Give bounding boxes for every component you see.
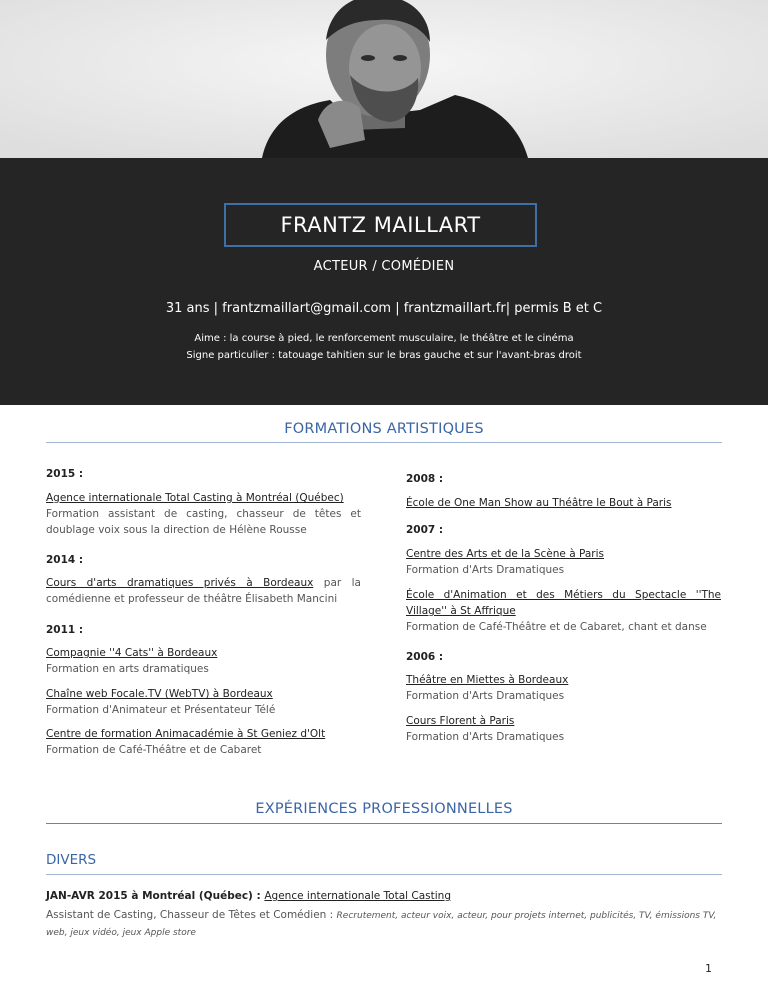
page-number: 1 bbox=[705, 962, 712, 975]
role-subtitle: ACTEUR / COMÉDIEN bbox=[313, 259, 455, 274]
experience-role: Assistant de Casting, Chasseur de Têtes et Comédien : bbox=[46, 909, 337, 921]
divers-divider bbox=[46, 874, 722, 875]
person-name: FRANTZ MAILLART bbox=[280, 213, 481, 237]
formations-section-title: FORMATIONS ARTISTIQUES bbox=[284, 421, 484, 437]
formation-entry bbox=[406, 672, 721, 704]
institution-link[interactable]: Centre de formation Animacadémie à St Geniez d'Olt bbox=[46, 728, 326, 740]
divers-subsection-title: DIVERS bbox=[46, 852, 97, 868]
experience-heading bbox=[46, 890, 722, 902]
year-2007: 2007 : bbox=[406, 524, 444, 536]
portrait-illustration bbox=[0, 0, 768, 158]
institution-link[interactable]: Chaîne web Focale.TV (WebTV) à Bordeaux bbox=[46, 688, 273, 700]
contact-line: 31 ans | frantzmaillart@gmail.com | frantzmaillart.fr| permis B et C bbox=[165, 301, 603, 316]
institution-link[interactable]: Centre des Arts et de la Scène à Paris bbox=[406, 548, 604, 560]
year-2011: 2011 : bbox=[46, 624, 84, 636]
institution-link[interactable]: École de One Man Show au Théâtre le Bout à Paris bbox=[406, 497, 672, 509]
year-2008: 2008 : bbox=[406, 473, 444, 485]
distinctive-marks-line: Signe particulier : tatouage tahitien sur le bras gauche et sur l'avant-bras droit bbox=[186, 350, 582, 361]
experience-details: Recrutement, acteur voix, acteur, pour projets internet, publicités, TV, émissions TV, web, jeux vidéo, jeux Apple store bbox=[46, 911, 717, 938]
year-2014: 2014 : bbox=[46, 554, 84, 566]
institution-link[interactable]: Théâtre en Miettes à Bordeaux bbox=[406, 674, 569, 686]
formation-description: Formation d'Arts Dramatiques bbox=[406, 731, 565, 743]
formation-entry bbox=[46, 686, 361, 718]
institution-link[interactable]: Agence internationale Total Casting à Montréal (Québec) bbox=[46, 492, 344, 504]
formation-description: Formation de Café-Théâtre et de Cabaret bbox=[46, 744, 262, 756]
formation-description: Formation d'Arts Dramatiques bbox=[406, 690, 565, 702]
formation-description: par la comédienne et professeur de théâtre Élisabeth Mancini bbox=[46, 577, 361, 605]
formation-description: Formation d'Arts Dramatiques bbox=[406, 564, 565, 576]
formation-entry bbox=[46, 490, 361, 538]
formation-description: Formation en arts dramatiques bbox=[46, 663, 209, 675]
formation-entry bbox=[406, 713, 721, 745]
experiences-divider bbox=[46, 823, 722, 824]
formation-description: Formation de Café-Théâtre et de Cabaret, chant et danse bbox=[406, 621, 707, 633]
institution-link[interactable]: École d'Animation et des Métiers du Spectacle ''The Village'' à St Affrique bbox=[406, 589, 721, 617]
formation-entry bbox=[46, 575, 361, 607]
experiences-section-title: EXPÉRIENCES PROFESSIONNELLES bbox=[255, 801, 513, 817]
identity-band bbox=[0, 158, 768, 405]
institution-link[interactable]: Cours d'arts dramatiques privés à Bordeaux bbox=[46, 577, 314, 589]
header-photo bbox=[0, 0, 768, 158]
name-title-box bbox=[224, 203, 537, 247]
experience-period: JAN-AVR 2015 à Montréal (Québec) : bbox=[46, 890, 265, 902]
institution-link[interactable]: Compagnie ''4 Cats'' à Bordeaux bbox=[46, 647, 218, 659]
formation-entry bbox=[46, 645, 361, 677]
formation-entry bbox=[46, 726, 361, 758]
formation-entry bbox=[406, 587, 721, 635]
formation-entry bbox=[406, 495, 721, 511]
formations-divider bbox=[46, 442, 722, 443]
formation-description: Formation d'Animateur et Présentateur Télé bbox=[46, 704, 276, 716]
formation-entry bbox=[406, 546, 721, 578]
year-2015: 2015 : bbox=[46, 468, 84, 480]
year-2006: 2006 : bbox=[406, 651, 444, 663]
experience-description bbox=[46, 907, 722, 941]
interests-line: Aime : la course à pied, le renforcement musculaire, le théâtre et le cinéma bbox=[194, 333, 574, 344]
institution-link[interactable]: Cours Florent à Paris bbox=[406, 715, 515, 727]
experience-company-link[interactable]: Agence internationale Total Casting bbox=[264, 890, 451, 902]
formation-description: Formation assistant de casting, chasseur de têtes et doublage voix sous la direction de Hélène Rousse bbox=[46, 508, 361, 536]
